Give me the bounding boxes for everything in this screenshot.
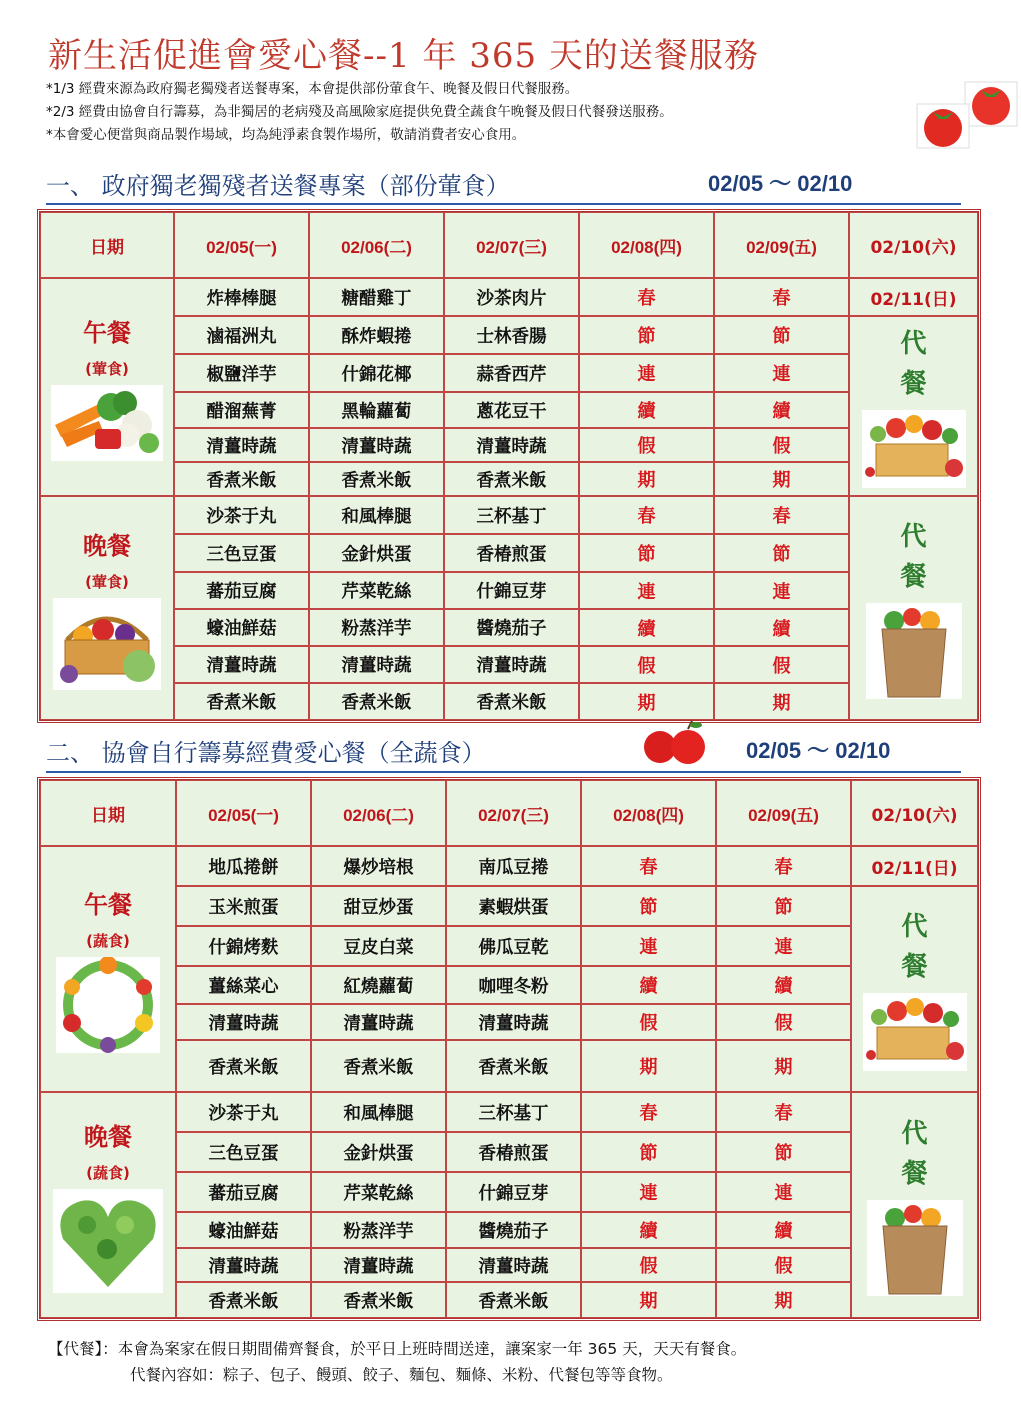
holiday-char: 春 [714,278,849,316]
holiday-char: 續 [716,1212,851,1248]
dish: 清薑時蔬 [311,1004,446,1040]
holiday-char: 期 [581,1282,716,1318]
dish: 清薑時蔬 [446,1004,581,1040]
footer-line: 代餐內容如：粽子、包子、饅頭、餃子、麵包、麵條、米粉、代餐包等等食物。 [130,1366,673,1384]
holiday-char: 節 [714,534,849,572]
substitute-text: 代 [901,912,928,942]
dish: 咖哩冬粉 [446,966,581,1004]
holiday-char: 連 [716,926,851,966]
dish: 香煮米飯 [444,683,579,720]
dish: 粉蒸洋芋 [311,1212,446,1248]
section-divider [46,203,961,205]
section-divider [46,771,961,773]
dish: 香煮米飯 [446,1040,581,1092]
dish: 香煮米飯 [309,462,444,496]
substitute-text: 餐 [900,562,927,592]
section1-heading [46,166,853,201]
holiday-char: 連 [579,354,714,392]
dish: 香煮米飯 [311,1282,446,1318]
meal-type: (蔬食) [86,1164,130,1182]
section1-menu-table [37,209,981,723]
section2-heading [46,733,891,768]
holiday-char: 續 [581,966,716,1004]
holiday-char: 續 [581,1212,716,1248]
meal-type: (葷食) [85,573,129,591]
dish: 糖醋雞丁 [309,278,444,316]
holiday-char: 假 [581,1248,716,1282]
vegetable-heart-illustration [53,1189,163,1293]
dish: 地瓜捲餅 [176,846,311,886]
dish: 黑輪蘿蔔 [309,392,444,428]
dish: 素蝦烘蛋 [446,886,581,926]
note-line: *1/3 經費來源為政府獨老獨殘者送餐專案，本會提供部份葷食午、晚餐及假日代餐服務。 [46,81,579,97]
section1-date-range: 02/05 ～ 02/10 [708,171,853,196]
holiday-char: 期 [716,1040,851,1092]
weekend-date: 02/10(六) [849,212,978,278]
vegetables-illustration [51,385,163,461]
dish: 金針烘蛋 [311,1132,446,1172]
dish: 香煮米飯 [174,462,309,496]
holiday-char: 假 [581,1004,716,1040]
dish: 清薑時蔬 [174,428,309,462]
lunch-label-cell [40,278,174,496]
dish: 蒜香西芹 [444,354,579,392]
dish: 清薑時蔬 [446,1248,581,1282]
dish: 香煮米飯 [444,462,579,496]
date-header: 02/05(一) [176,780,311,846]
dish: 三色豆蛋 [176,1132,311,1172]
substitute-text: 餐 [900,369,927,399]
date-header: 02/07(三) [446,780,581,846]
vegetable-circle-illustration [56,957,160,1053]
holiday-char: 節 [579,534,714,572]
meal-name: 午餐 [83,319,131,347]
holiday-char: 續 [579,392,714,428]
holiday-char: 春 [716,1092,851,1132]
weekend-date: 02/11(日) [851,846,978,886]
holiday-char: 續 [579,609,714,646]
dish: 香煮米飯 [311,1040,446,1092]
substitute-text: 餐 [901,952,928,982]
note-line: *2/3 經費由協會自行籌募，為非獨居的老病殘及高風險家庭提供免費全蔬食午晚餐及假日代餐發送服務。 [46,104,673,120]
dish: 什錦花椰 [309,354,444,392]
holiday-char: 連 [581,1172,716,1212]
lunch-label-cell [40,846,176,1092]
date-header: 02/06(二) [311,780,446,846]
dish: 酥炸蝦捲 [309,316,444,354]
dish: 蠔油鮮菇 [176,1212,311,1248]
date-header: 02/06(二) [309,212,444,278]
dish: 士林香腸 [444,316,579,354]
footer-line: 【代餐】：本會為案家在假日期間備齊餐食，於平日上班時間送達，讓案家一年 365 天，天天有餐食。 [48,1340,747,1358]
dish: 沙茶肉片 [444,278,579,316]
dinner-label-cell [40,496,174,720]
weekend-date: 02/11(日) [849,278,978,316]
substitute-meal-cell [849,316,978,496]
holiday-char: 連 [579,572,714,609]
dish: 蠔油鮮菇 [174,609,309,646]
dish: 佛瓜豆乾 [446,926,581,966]
section1-title: 一、 政府獨老獨殘者送餐專案（部份葷食） [46,172,510,200]
dish: 香煮米飯 [176,1282,311,1318]
dish: 三杯基丁 [446,1092,581,1132]
holiday-char: 期 [579,462,714,496]
dish: 粉蒸洋芋 [309,609,444,646]
dish: 滷福洲丸 [174,316,309,354]
holiday-char: 節 [581,886,716,926]
dish: 薑絲菜心 [176,966,311,1004]
dish: 豆皮白菜 [311,926,446,966]
holiday-char: 連 [581,926,716,966]
holiday-char: 續 [716,966,851,1004]
dish: 沙茶于丸 [174,496,309,534]
produce-crate-illustration [862,410,966,488]
dish: 香煮米飯 [176,1040,311,1092]
dish: 清薑時蔬 [309,428,444,462]
dish: 紅燒蘿蔔 [311,966,446,1004]
holiday-char: 節 [716,886,851,926]
dish: 醬燒茄子 [444,609,579,646]
dish: 和風棒腿 [309,496,444,534]
tomato-icon [915,80,1020,150]
date-label: 日期 [40,212,174,278]
dish: 三杯基丁 [444,496,579,534]
holiday-char: 假 [714,428,849,462]
dish: 什錦豆芽 [446,1172,581,1212]
holiday-char: 假 [716,1004,851,1040]
notes [46,78,673,147]
dish: 清薑時蔬 [309,646,444,683]
substitute-meal-cell [849,496,978,720]
dish: 香煮米飯 [309,683,444,720]
date-header: 02/09(五) [714,212,849,278]
dish: 醬燒茄子 [446,1212,581,1248]
dish: 清薑時蔬 [311,1248,446,1282]
holiday-char: 連 [714,572,849,609]
holiday-char: 期 [579,683,714,720]
apple-icon [640,719,710,767]
dish: 沙茶于丸 [176,1092,311,1132]
dish: 清薑時蔬 [444,646,579,683]
dish: 蕃茄豆腐 [174,572,309,609]
grocery-bag-illustration [866,603,962,699]
meal-type: (葷食) [85,360,129,378]
holiday-char: 連 [714,354,849,392]
holiday-char: 續 [714,609,849,646]
date-header: 02/08(四) [581,780,716,846]
dish: 香椿煎蛋 [444,534,579,572]
produce-crate-illustration [863,993,967,1071]
holiday-char: 春 [579,278,714,316]
dish: 香椿煎蛋 [446,1132,581,1172]
holiday-char: 期 [581,1040,716,1092]
meal-name: 晚餐 [84,1123,132,1151]
section2-menu-table [37,777,981,1321]
dish: 爆炒培根 [311,846,446,886]
substitute-text: 代 [900,329,927,359]
dish: 甜豆炒蛋 [311,886,446,926]
holiday-char: 春 [714,496,849,534]
dish: 清薑時蔬 [176,1004,311,1040]
footer-note [48,1336,746,1388]
basket-illustration [53,598,161,690]
substitute-text: 代 [900,522,927,552]
dish: 清薑時蔬 [176,1248,311,1282]
section2-title: 二、 協會自行籌募經費愛心餐（全蔬食） [46,739,486,767]
holiday-char: 期 [716,1282,851,1318]
meal-type: (蔬食) [86,932,130,950]
meal-name: 午餐 [84,891,132,919]
dish: 椒鹽洋芋 [174,354,309,392]
dish: 什錦烤麩 [176,926,311,966]
holiday-char: 續 [714,392,849,428]
holiday-char: 假 [579,428,714,462]
dish: 蕃茄豆腐 [176,1172,311,1212]
holiday-char: 節 [716,1132,851,1172]
holiday-char: 假 [714,646,849,683]
holiday-char: 節 [714,316,849,354]
note-line: *本會愛心便當與商品製作場域，均為純淨素食製作場所，敬請消費者安心食用。 [46,127,526,143]
substitute-meal-cell [851,1092,978,1318]
weekend-date: 02/10(六) [851,780,978,846]
section2-date-range: 02/05 ～ 02/10 [746,738,891,763]
dish: 和風棒腿 [311,1092,446,1132]
holiday-char: 春 [716,846,851,886]
dish: 醋溜蕪菁 [174,392,309,428]
holiday-char: 期 [714,683,849,720]
date-header: 02/09(五) [716,780,851,846]
holiday-char: 節 [581,1132,716,1172]
holiday-char: 期 [714,462,849,496]
dish: 玉米煎蛋 [176,886,311,926]
date-label: 日期 [40,780,176,846]
date-header: 02/08(四) [579,212,714,278]
dish: 炸棒棒腿 [174,278,309,316]
dish: 香煮米飯 [446,1282,581,1318]
dish: 清薑時蔬 [444,428,579,462]
substitute-meal-cell [851,886,978,1092]
meal-name: 晚餐 [83,532,131,560]
dish: 三色豆蛋 [174,534,309,572]
date-header: 02/07(三) [444,212,579,278]
substitute-text: 餐 [901,1159,928,1189]
dish: 芹菜乾絲 [311,1172,446,1212]
dish: 清薑時蔬 [174,646,309,683]
holiday-char: 假 [579,646,714,683]
dish: 香煮米飯 [174,683,309,720]
holiday-char: 連 [716,1172,851,1212]
dish: 南瓜豆捲 [446,846,581,886]
holiday-char: 假 [716,1248,851,1282]
dish: 什錦豆芽 [444,572,579,609]
holiday-char: 春 [581,1092,716,1132]
dish: 蔥花豆干 [444,392,579,428]
dish: 金針烘蛋 [309,534,444,572]
holiday-char: 春 [581,846,716,886]
date-header: 02/05(一) [174,212,309,278]
dish: 芹菜乾絲 [309,572,444,609]
grocery-bag-illustration [867,1200,963,1296]
holiday-char: 節 [579,316,714,354]
page-title: 新生活促進會愛心餐--1 年 365 天的送餐服務 [48,36,759,76]
dinner-label-cell [40,1092,176,1318]
substitute-text: 代 [901,1119,928,1149]
holiday-char: 春 [579,496,714,534]
